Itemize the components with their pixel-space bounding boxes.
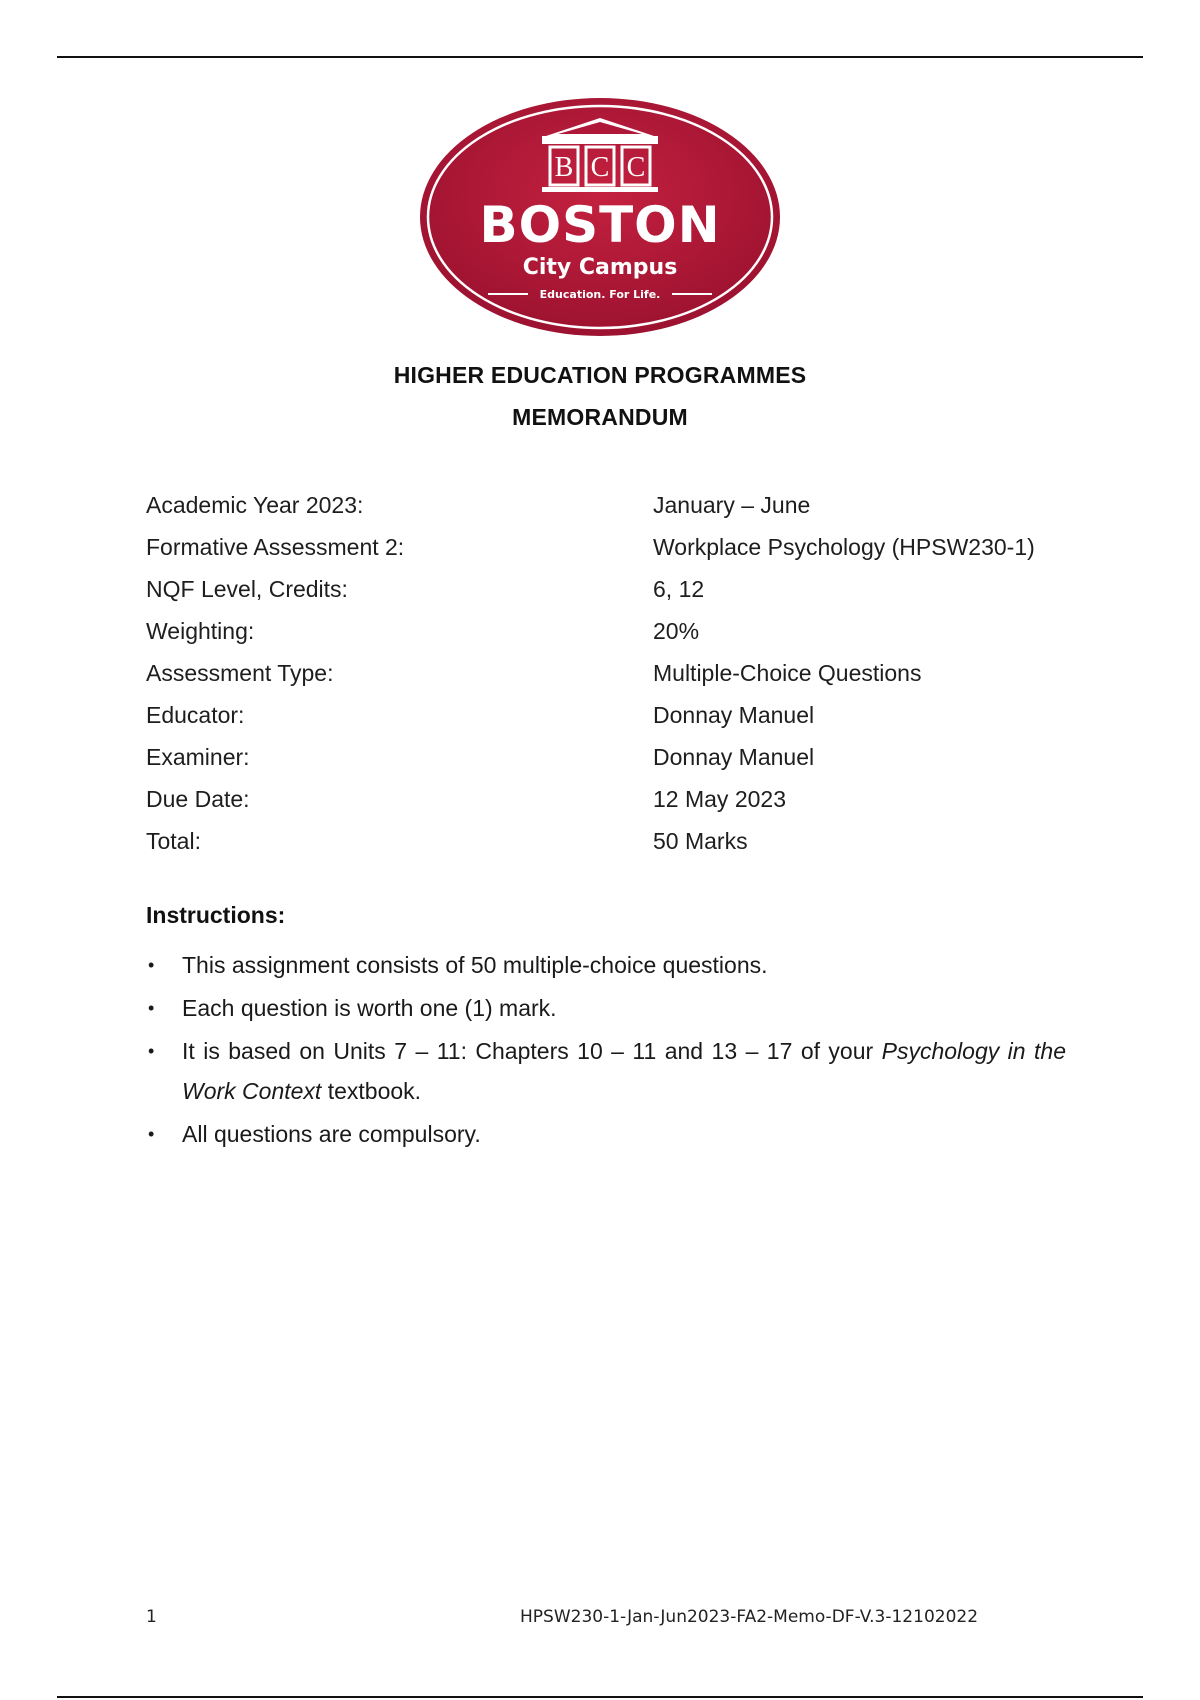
meta-value: Multiple-Choice Questions xyxy=(653,659,922,686)
programme-heading: HIGHER EDUCATION PROGRAMMES xyxy=(393,362,807,388)
meta-row-academic-year xyxy=(146,484,1086,526)
logo-letter-c2: C xyxy=(626,152,646,183)
assessment-details xyxy=(146,484,1086,862)
list-item xyxy=(146,1114,1066,1154)
meta-value: January – June xyxy=(653,491,811,518)
meta-value: 50 Marks xyxy=(653,827,748,854)
list-item xyxy=(146,988,1066,1028)
meta-row-formative-assessment xyxy=(146,526,1086,568)
instruction-text: Each question is worth one (1) mark. xyxy=(182,995,557,1021)
logo-letter-b: B xyxy=(554,152,574,183)
meta-label: NQF Level, Credits: xyxy=(146,575,348,602)
meta-row-weighting xyxy=(146,610,1086,652)
instruction-text: This assignment consists of 50 multiple-choice questions. xyxy=(182,952,768,978)
list-item xyxy=(146,945,1066,985)
instruction-text-before: It is based on Units 7 – 11: Chapters 10 – 11 and 13 – 17 of your xyxy=(182,1038,882,1064)
meta-value: 12 May 2023 xyxy=(653,785,786,812)
meta-label: Formative Assessment 2: xyxy=(146,533,405,560)
meta-row-assessment-type xyxy=(146,652,1086,694)
memorandum-heading: MEMORANDUM xyxy=(512,404,688,430)
meta-label: Assessment Type: xyxy=(146,659,334,686)
instruction-text-after: textbook. xyxy=(321,1078,422,1104)
bullet-icon: • xyxy=(148,955,155,975)
top-rule xyxy=(57,56,1143,58)
list-item xyxy=(146,1031,1066,1111)
bullet-icon: • xyxy=(148,998,155,1018)
boston-city-campus-logo xyxy=(418,96,782,338)
document-code: HPSW230-1-Jan-Jun2023-FA2-Memo-DF-V.3-12102022 xyxy=(520,1607,979,1627)
logo-subtitle: City Campus xyxy=(522,255,678,280)
meta-value: Donnay Manuel xyxy=(653,701,815,728)
bullet-icon: • xyxy=(148,1124,155,1144)
meta-label: Examiner: xyxy=(146,743,250,770)
meta-row-educator xyxy=(146,694,1086,736)
logo-name: BOSTON xyxy=(479,196,721,254)
meta-label: Educator: xyxy=(146,701,245,728)
meta-label: Weighting: xyxy=(146,617,255,644)
instructions-section xyxy=(146,902,1066,1157)
meta-value: Donnay Manuel xyxy=(653,743,815,770)
meta-value: Workplace Psychology (HPSW230-1) xyxy=(653,533,1035,560)
logo-letter-c1: C xyxy=(590,152,610,183)
meta-label: Due Date: xyxy=(146,785,250,812)
instruction-text: All questions are compulsory. xyxy=(182,1121,481,1147)
bottom-rule xyxy=(57,1696,1143,1698)
instructions-title: Instructions: xyxy=(146,902,286,928)
meta-row-due-date xyxy=(146,778,1086,820)
bullet-icon: • xyxy=(148,1041,155,1061)
meta-label: Total: xyxy=(146,827,201,854)
logo-tagline: Education. For Life. xyxy=(539,288,661,301)
meta-value: 6, 12 xyxy=(653,575,705,602)
page-number: 1 xyxy=(146,1607,157,1627)
meta-row-examiner xyxy=(146,736,1086,778)
instructions-list xyxy=(146,945,1066,1154)
meta-row-total xyxy=(146,820,1086,862)
meta-row-nqf-level xyxy=(146,568,1086,610)
meta-value: 20% xyxy=(653,617,700,644)
textbook-title: Psychology in the Work Context xyxy=(182,1038,1066,1104)
meta-label: Academic Year 2023: xyxy=(146,491,364,518)
